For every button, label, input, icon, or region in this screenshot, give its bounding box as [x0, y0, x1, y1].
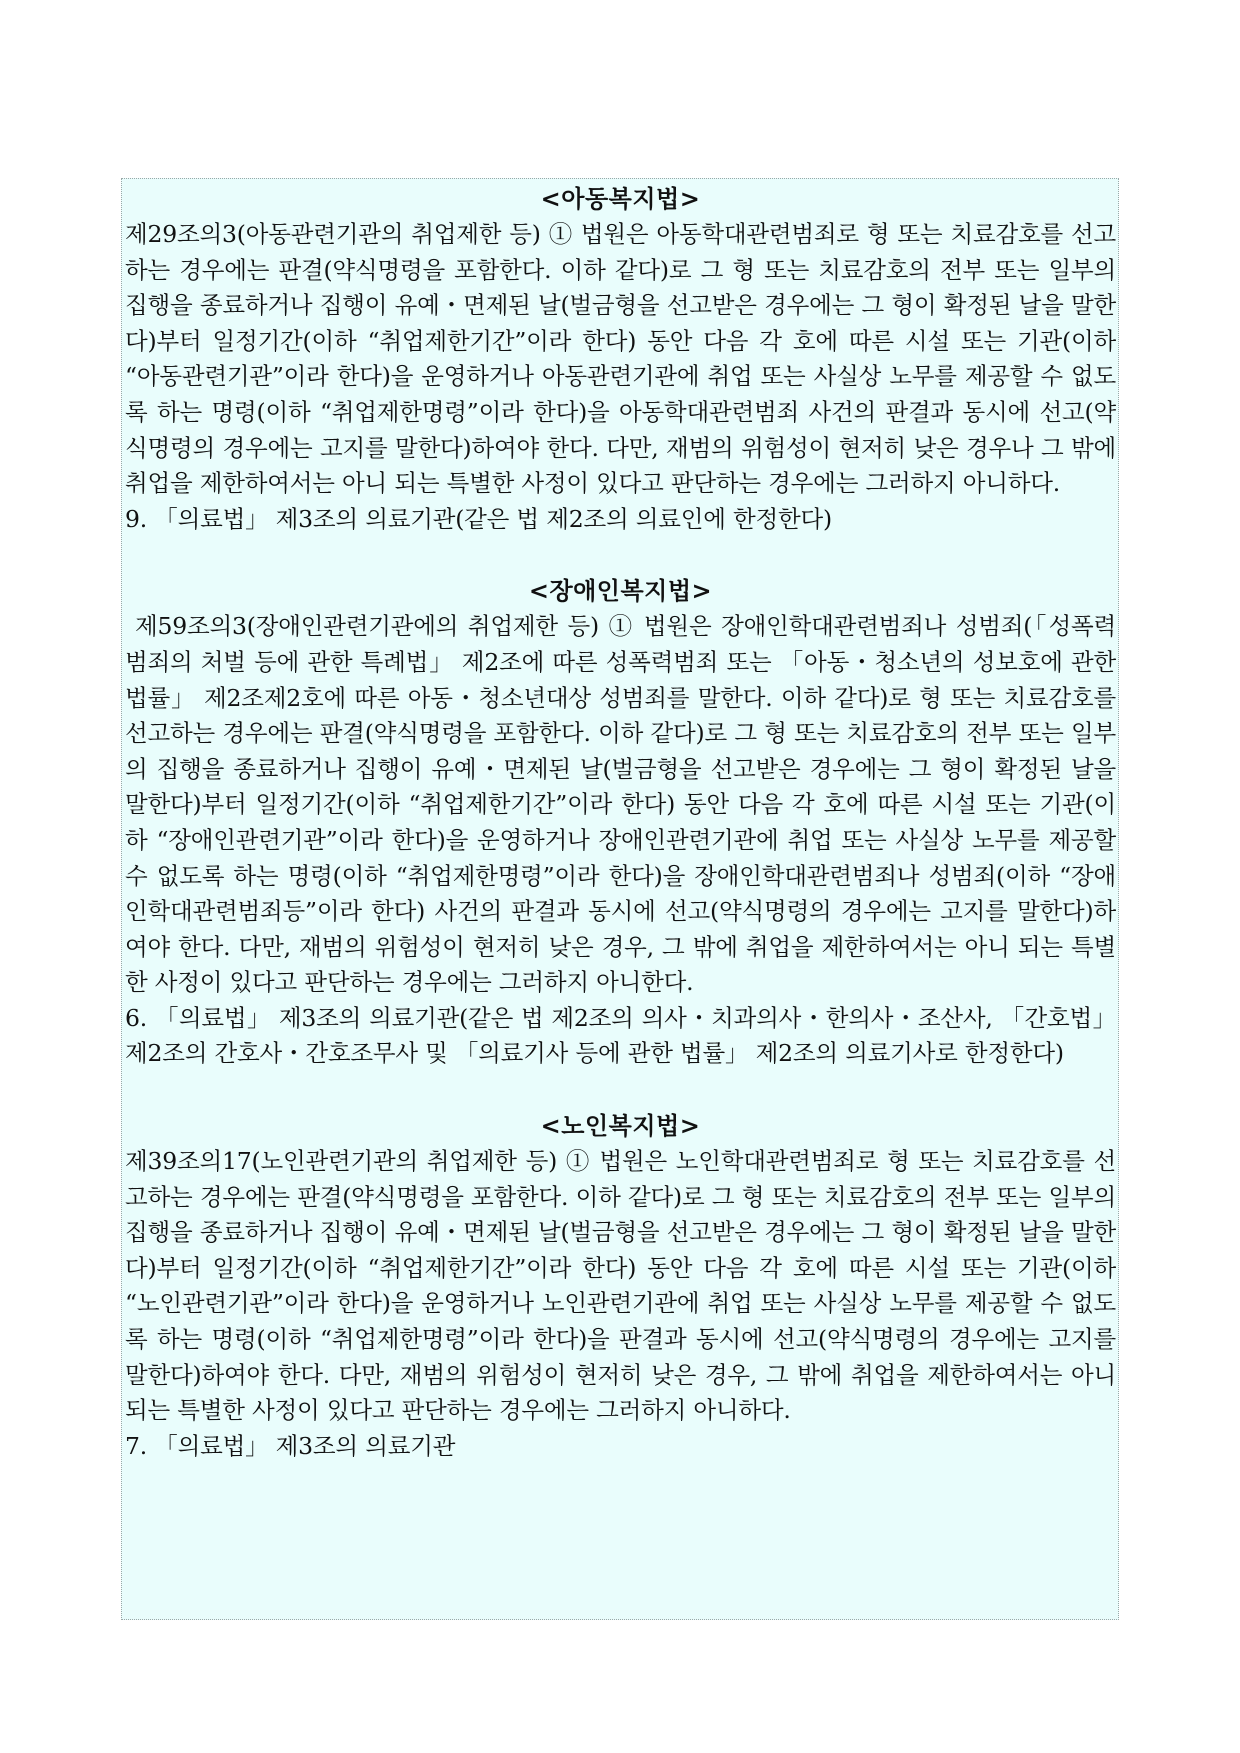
section-title-elderly-welfare-act: <노인복지법>	[540, 1111, 701, 1141]
item-9-medical-service-act: 9. 「의료법」 제3조의 의료기관(같은 법 제2조의 의료인에 한정한다)	[125, 504, 832, 533]
item-6-medical-service-act: 6. 「의료법」 제3조의 의료기관(같은 법 제2조의 의사・치과의사・한의사・조산사, 「간호법」 제2조의 간호사・간호조무사 및 「의료기사 등에 관한 법률」 제2조의 의료기사로 한정한다)	[125, 1003, 1116, 1068]
section-spacer	[125, 1072, 1116, 1108]
section-title-disabled-welfare-act: <장애인복지법>	[528, 576, 713, 606]
article-39-17: 제39조의17(노인관련기관의 취업제한 등) ① 법원은 노인학대관련범죄로 형 또는 치료감호를 선고하는 경우에는 판결(약식명령을 포함한다. 이하 같다)로 그 형 또는 치료감호의 전부 또는 일부의 집행을 종료하거나 집행이 유예・면제된 날(벌금형을 선고받은 경우에는 그 형이 확정된 날을 말한다)부터 일정기간(이하 “취업제한기간”이라 한다) 동안 다음 각 호에 따른 시설 또는 기관(이하 “노인관련기관”이라 한다)을 운영하거나 노인관련기관에 취업 또는 사실상 노무를 제공할 수 없도록 하는 명령(이하 “취업제한명령”이라 한다)을 판결과 동시에 선고(약식명령의 경우에는 고지를 말한다)하여야 한다. 다만, 재범의 위험성이 현저히 낮은 경우, 그 밖에 취업을 제한하여서는 아니 되는 특별한 사정이 있다고 판단하는 경우에는 그러하지 아니하다.	[125, 1147, 1116, 1425]
section-title-child-welfare-act: <아동복지법>	[540, 184, 701, 213]
law-excerpt-box	[121, 178, 1119, 1620]
article-59-3: 제59조의3(장애인관련기관에의 취업제한 등) ① 법원은 장애인학대관련범죄나 성범죄(「성폭력범죄의 처벌 등에 관한 특례법」 제2조에 따른 성폭력범죄 또는 「아동・청소년의 성보호에 관한 법률」 제2조제2호에 따른 아동・청소년대상 성범죄를 말한다. 이하 같다)로 형 또는 치료감호를 선고하는 경우에는 판결(약식명령을 포함한다. 이하 같다)로 그 형 또는 치료감호의 전부 또는 일부의 집행을 종료하거나 집행이 유예・면제된 날(벌금형을 선고받은 경우에는 그 형이 확정된 날을 말한다)부터 일정기간(이하 “취업제한기간”이라 한다) 동안 다음 각 호에 따른 시설 또는 기관(이하 “장애인관련기관”이라 한다)을 운영하거나 장애인관련기관에 취업 또는 사실상 노무를 제공할 수 없도록 하는 명령(이하 “취업제한명령”이라 한다)을 장애인학대관련범죄나 성범죄(이하 “장애인학대관련범죄등”이라 한다) 사건의 판결과 동시에 선고(약식명령의 경우에는 고지를 말한다)하여야 한다. 다만, 재범의 위험성이 현저히 낮은 경우, 그 밖에 취업을 제한하여서는 아니 되는 특별한 사정이 있다고 판단하는 경우에는 그러하지 아니한다.	[125, 612, 1116, 997]
item-7-medical-service-act: 7. 「의료법」 제3조의 의료기관	[125, 1431, 456, 1460]
article-29-3: 제29조의3(아동관련기관의 취업제한 등) ① 법원은 아동학대관련범죄로 형 또는 치료감호를 선고하는 경우에는 판결(약식명령을 포함한다. 이하 같다)로 그 형 또는 치료감호의 전부 또는 일부의 집행을 종료하거나 집행이 유예・면제된 날(벌금형을 선고받은 경우에는 그 형이 확정된 날을 말한다)부터 일정기간(이하 “취업제한기간”이라 한다) 동안 다음 각 호에 따른 시설 또는 기관(이하 “아동관련기관”이라 한다)을 운영하거나 아동관련기관에 취업 또는 사실상 노무를 제공할 수 없도록 하는 명령(이하 “취업제한명령”이라 한다)을 아동학대관련범죄 사건의 판결과 동시에 선고(약식명령의 경우에는 고지를 말한다)하여야 한다. 다만, 재범의 위험성이 현저히 낮은 경우나 그 밖에 취업을 제한하여서는 아니 되는 특별한 사정이 있다고 판단하는 경우에는 그러하지 아니하다.	[125, 220, 1116, 498]
section-spacer	[125, 537, 1116, 573]
